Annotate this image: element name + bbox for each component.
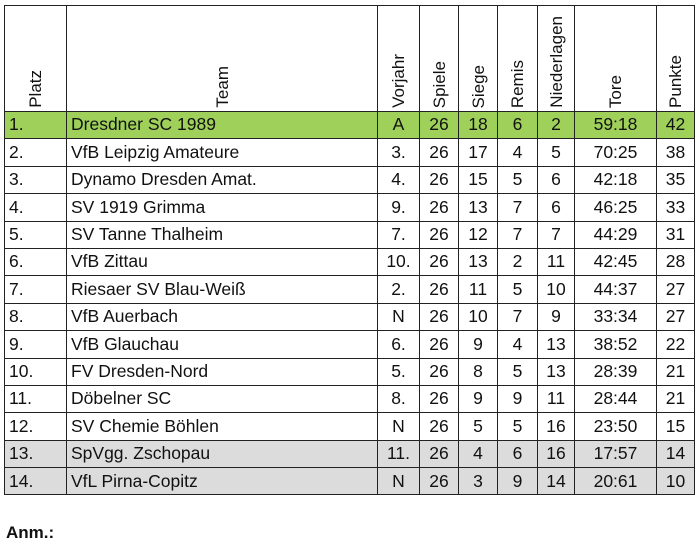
cell-siege: 17	[459, 139, 498, 166]
cell-niederlagen: 16	[538, 440, 575, 467]
cell-niederlagen: 13	[538, 331, 575, 358]
cell-punkte: 33	[657, 194, 695, 221]
table-row	[5, 358, 695, 385]
cell-niederlagen: 9	[538, 303, 575, 330]
cell-vorjahr: 6.	[378, 331, 420, 358]
table-row	[5, 221, 695, 248]
cell-team: Dynamo Dresden Amat.	[67, 166, 378, 193]
cell-niederlagen: 6	[538, 166, 575, 193]
cell-platz: 13.	[5, 440, 67, 467]
cell-tore: 28:44	[575, 385, 657, 412]
cell-remis: 5	[498, 358, 538, 385]
table-row	[5, 112, 695, 139]
cell-spiele: 26	[420, 303, 459, 330]
cell-siege: 11	[459, 276, 498, 303]
cell-tore: 42:45	[575, 248, 657, 275]
table-row	[5, 385, 695, 412]
cell-vorjahr: N	[378, 413, 420, 440]
cell-team: Dresdner SC 1989	[67, 112, 378, 139]
cell-vorjahr: 7.	[378, 221, 420, 248]
cell-spiele: 26	[420, 248, 459, 275]
cell-team: SV Chemie Böhlen	[67, 413, 378, 440]
header-vorjahr: Vorjahr	[378, 6, 420, 112]
cell-tore: 23:50	[575, 413, 657, 440]
header-row	[5, 6, 695, 112]
table-row	[5, 194, 695, 221]
cell-niederlagen: 2	[538, 112, 575, 139]
cell-siege: 9	[459, 385, 498, 412]
cell-vorjahr: 2.	[378, 276, 420, 303]
cell-vorjahr: 5.	[378, 358, 420, 385]
cell-platz: 8.	[5, 303, 67, 330]
cell-team: Döbelner SC	[67, 385, 378, 412]
cell-vorjahr: 8.	[378, 385, 420, 412]
header-niederlagen: Niederlagen	[538, 6, 575, 112]
cell-niederlagen: 11	[538, 385, 575, 412]
cell-tore: 17:57	[575, 440, 657, 467]
cell-remis: 5	[498, 413, 538, 440]
cell-platz: 5.	[5, 221, 67, 248]
header-punkte: Punkte	[657, 6, 695, 112]
cell-punkte: 22	[657, 331, 695, 358]
cell-siege: 12	[459, 221, 498, 248]
cell-niederlagen: 14	[538, 468, 575, 495]
table-row	[5, 248, 695, 275]
cell-spiele: 26	[420, 139, 459, 166]
cell-punkte: 10	[657, 468, 695, 495]
cell-siege: 5	[459, 413, 498, 440]
cell-siege: 10	[459, 303, 498, 330]
header-team: Team	[67, 6, 378, 112]
cell-spiele: 26	[420, 385, 459, 412]
cell-vorjahr: 11.	[378, 440, 420, 467]
cell-siege: 13	[459, 194, 498, 221]
cell-siege: 8	[459, 358, 498, 385]
cell-niederlagen: 5	[538, 139, 575, 166]
cell-punkte: 27	[657, 303, 695, 330]
cell-platz: 2.	[5, 139, 67, 166]
cell-spiele: 26	[420, 194, 459, 221]
cell-tore: 46:25	[575, 194, 657, 221]
cell-team: VfL Pirna-Copitz	[67, 468, 378, 495]
cell-siege: 3	[459, 468, 498, 495]
cell-vorjahr: N	[378, 468, 420, 495]
cell-niederlagen: 13	[538, 358, 575, 385]
cell-remis: 6	[498, 440, 538, 467]
cell-tore: 38:52	[575, 331, 657, 358]
cell-vorjahr: 3.	[378, 139, 420, 166]
cell-platz: 4.	[5, 194, 67, 221]
cell-remis: 9	[498, 468, 538, 495]
table-row	[5, 139, 695, 166]
cell-vorjahr: 10.	[378, 248, 420, 275]
cell-vorjahr: 4.	[378, 166, 420, 193]
cell-platz: 6.	[5, 248, 67, 275]
table-row	[5, 331, 695, 358]
cell-spiele: 26	[420, 358, 459, 385]
cell-spiele: 26	[420, 276, 459, 303]
table-row	[5, 413, 695, 440]
cell-spiele: 26	[420, 331, 459, 358]
cell-team: SpVgg. Zschopau	[67, 440, 378, 467]
cell-niederlagen: 16	[538, 413, 575, 440]
cell-spiele: 26	[420, 468, 459, 495]
cell-platz: 3.	[5, 166, 67, 193]
cell-remis: 9	[498, 385, 538, 412]
cell-siege: 18	[459, 112, 498, 139]
cell-siege: 4	[459, 440, 498, 467]
cell-punkte: 38	[657, 139, 695, 166]
cell-platz: 11.	[5, 385, 67, 412]
cell-tore: 28:39	[575, 358, 657, 385]
cell-team: SV Tanne Thalheim	[67, 221, 378, 248]
cell-spiele: 26	[420, 413, 459, 440]
cell-punkte: 21	[657, 358, 695, 385]
cell-remis: 2	[498, 248, 538, 275]
cell-platz: 1.	[5, 112, 67, 139]
cell-punkte: 28	[657, 248, 695, 275]
table-row	[5, 468, 695, 495]
cell-team: Riesaer SV Blau-Weiß	[67, 276, 378, 303]
cell-punkte: 31	[657, 221, 695, 248]
table-body	[5, 112, 695, 495]
cell-platz: 7.	[5, 276, 67, 303]
cell-tore: 33:34	[575, 303, 657, 330]
cell-remis: 7	[498, 221, 538, 248]
cell-tore: 44:29	[575, 221, 657, 248]
cell-tore: 20:61	[575, 468, 657, 495]
cell-remis: 5	[498, 276, 538, 303]
cell-tore: 44:37	[575, 276, 657, 303]
cell-team: VfB Leipzig Amateure	[67, 139, 378, 166]
cell-vorjahr: N	[378, 303, 420, 330]
cell-niederlagen: 6	[538, 194, 575, 221]
table-row	[5, 166, 695, 193]
cell-remis: 7	[498, 194, 538, 221]
cell-team: VfB Glauchau	[67, 331, 378, 358]
cell-platz: 12.	[5, 413, 67, 440]
cell-niederlagen: 7	[538, 221, 575, 248]
cell-punkte: 14	[657, 440, 695, 467]
standings-table-wrapper	[4, 5, 695, 495]
cell-niederlagen: 11	[538, 248, 575, 275]
cell-team: FV Dresden-Nord	[67, 358, 378, 385]
cell-niederlagen: 10	[538, 276, 575, 303]
table-row	[5, 440, 695, 467]
header-tore: Tore	[575, 6, 657, 112]
note-label: Anm.:	[6, 523, 55, 542]
cell-spiele: 26	[420, 221, 459, 248]
cell-remis: 4	[498, 331, 538, 358]
header-siege: Siege	[459, 6, 498, 112]
table-row	[5, 303, 695, 330]
table-row	[5, 276, 695, 303]
cell-punkte: 35	[657, 166, 695, 193]
cell-remis: 4	[498, 139, 538, 166]
cell-punkte: 42	[657, 112, 695, 139]
cell-tore: 70:25	[575, 139, 657, 166]
cell-vorjahr: A	[378, 112, 420, 139]
standings-table	[4, 5, 695, 495]
cell-siege: 15	[459, 166, 498, 193]
cell-vorjahr: 9.	[378, 194, 420, 221]
cell-siege: 9	[459, 331, 498, 358]
cell-spiele: 26	[420, 166, 459, 193]
cell-platz: 14.	[5, 468, 67, 495]
header-spiele: Spiele	[420, 6, 459, 112]
cell-tore: 59:18	[575, 112, 657, 139]
cell-spiele: 26	[420, 112, 459, 139]
header-platz: Platz	[5, 6, 67, 112]
cell-remis: 5	[498, 166, 538, 193]
cell-punkte: 21	[657, 385, 695, 412]
cell-platz: 10.	[5, 358, 67, 385]
header-remis: Remis	[498, 6, 538, 112]
cell-punkte: 15	[657, 413, 695, 440]
cell-spiele: 26	[420, 440, 459, 467]
cell-tore: 42:18	[575, 166, 657, 193]
cell-team: VfB Auerbach	[67, 303, 378, 330]
cell-punkte: 27	[657, 276, 695, 303]
cell-siege: 13	[459, 248, 498, 275]
cell-remis: 6	[498, 112, 538, 139]
cell-remis: 7	[498, 303, 538, 330]
cell-team: SV 1919 Grimma	[67, 194, 378, 221]
cell-team: VfB Zittau	[67, 248, 378, 275]
cell-platz: 9.	[5, 331, 67, 358]
